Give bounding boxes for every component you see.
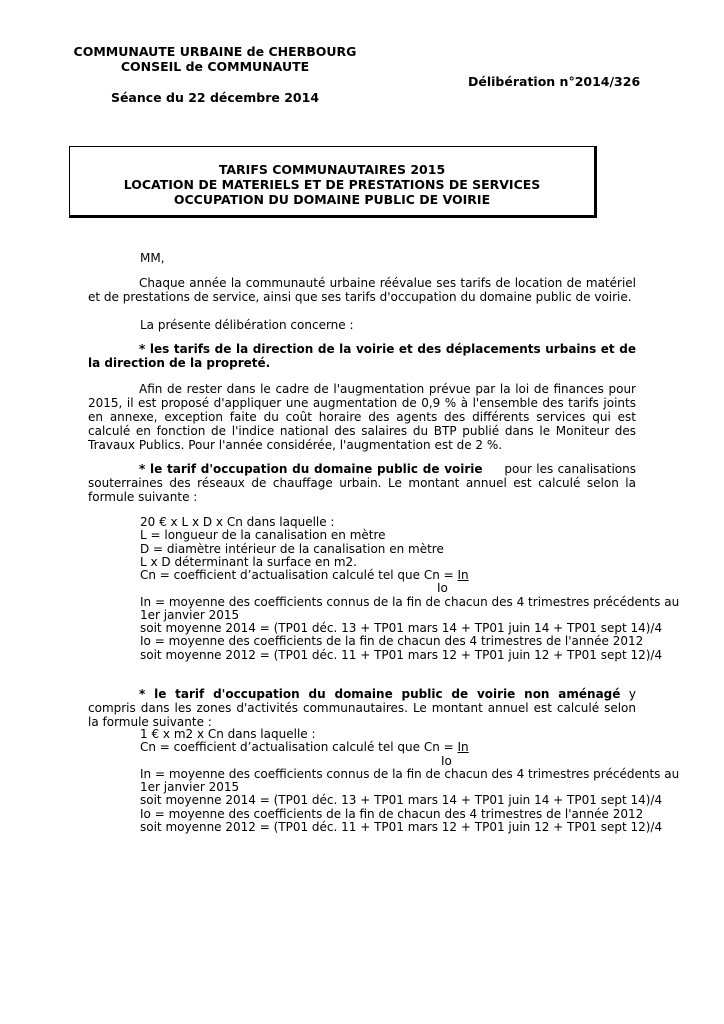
- organization-name: COMMUNAUTE URBAINE de CHERBOURG: [73, 44, 357, 59]
- formula2-line: In = moyenne des coefficients connus de la fin de chacun des 4 trimestres précédents au: [140, 767, 680, 781]
- point3-heading: * le tarif d'occupation du domaine public de voirie non aménagé: [139, 687, 621, 701]
- point1-heading: * les tarifs de la direction de la voirie et des déplacements urbains et de la direction de la propreté.: [88, 342, 636, 370]
- formula1-line: D = diamètre intérieur de la canalisation en mètre: [140, 542, 444, 556]
- formula1-line: In = moyenne des coefficients connus de la fin de chacun des 4 trimestres précédents au: [140, 595, 680, 609]
- formula1-line: 1er janvier 2015: [140, 608, 240, 622]
- salutation: MM,: [140, 251, 165, 265]
- formula1-line: L = longueur de la canalisation en mètre: [140, 528, 386, 542]
- title-line-2: LOCATION DE MATERIELS ET DE PRESTATIONS DE SERVICES: [123, 177, 541, 192]
- formula2-line: soit moyenne 2014 = (TP01 déc. 13 + TP01 mars 14 + TP01 juin 14 + TP01 sept 14)/4: [140, 793, 663, 807]
- point2-heading: * le tarif d'occupation du domaine public de voirie: [139, 462, 483, 476]
- formula2-line: soit moyenne 2012 = (TP01 déc. 11 + TP01 mars 12 + TP01 juin 12 + TP01 sept 12)/4: [140, 820, 663, 834]
- title-box: [69, 146, 597, 218]
- formula1-line: soit moyenne 2014 = (TP01 déc. 13 + TP01 mars 14 + TP01 juin 14 + TP01 sept 14)/4: [140, 621, 663, 635]
- formula2-numerator: In: [457, 740, 469, 754]
- formula1-line: 20 € x L x D x Cn dans laquelle :: [140, 515, 335, 529]
- council-name: CONSEIL de COMMUNAUTE: [120, 59, 310, 74]
- formula2-line: 1er janvier 2015: [140, 780, 240, 794]
- formula1-line: soit moyenne 2012 = (TP01 déc. 11 + TP01 mars 12 + TP01 juin 12 + TP01 sept 12)/4: [140, 648, 663, 662]
- formula2-denominator: Io: [441, 754, 452, 768]
- deliberation-number: Délibération n°2014/326: [468, 74, 641, 89]
- title-line-3: OCCUPATION DU DOMAINE PUBLIC DE VOIRIE: [173, 192, 491, 207]
- formula2-coefficient: Cn = coefficient d’actualisation calculé tel que Cn = In: [140, 740, 469, 754]
- intro-paragraph: Chaque année la communauté urbaine réévalue ses tarifs de location de matériel et de prestations de service, ainsi que ses tarifs d'occupation du domaine public de voirie.: [88, 276, 636, 304]
- point2-paragraph: * le tarif d'occupation du domaine public de voirie pour les canalisations souterraines des réseaux de chauffage urbain. Le montant annuel est calculé selon la formule suivante :: [88, 462, 636, 504]
- concerns-line: La présente délibération concerne :: [140, 318, 354, 332]
- formula2-line: Io = moyenne des coefficients de la fin de chacun des 4 trimestres de l'année 2012: [140, 807, 644, 821]
- formula1-line: Io = moyenne des coefficients de la fin de chacun des 4 trimestres de l'année 2012: [140, 634, 644, 648]
- session-date: Séance du 22 décembre 2014: [110, 90, 320, 105]
- title-line-1: TARIFS COMMUNAUTAIRES 2015: [218, 162, 446, 177]
- formula1-coefficient: Cn = coefficient d’actualisation calculé tel que Cn = In: [140, 568, 469, 582]
- point3-paragraph: * le tarif d'occupation du domaine public de voirie non aménagé y compris dans les zones d'activités communautaires. Le montant annuel est calculé selon la formule suivante :: [88, 687, 636, 729]
- formula2-line: 1 € x m2 x Cn dans laquelle :: [140, 727, 316, 741]
- formula1-denominator: Io: [437, 581, 448, 595]
- formula1-line: L x D déterminant la surface en m2.: [140, 555, 357, 569]
- point1-paragraph: Afin de rester dans le cadre de l'augmentation prévue par la loi de finances pour 2015, il est proposé d'appliquer une augmentation de 0,9 % à l'ensemble des tarifs joints en annexe, exception faite du coût horaire des agents des différents services qui est calculé en fonction de l'indice national des salaires du BTP publié dans le Moniteur des Travaux Publics. Pour l'année considérée, l'augmentation est de 2 %.: [88, 382, 636, 452]
- formula1-numerator: In: [457, 568, 469, 582]
